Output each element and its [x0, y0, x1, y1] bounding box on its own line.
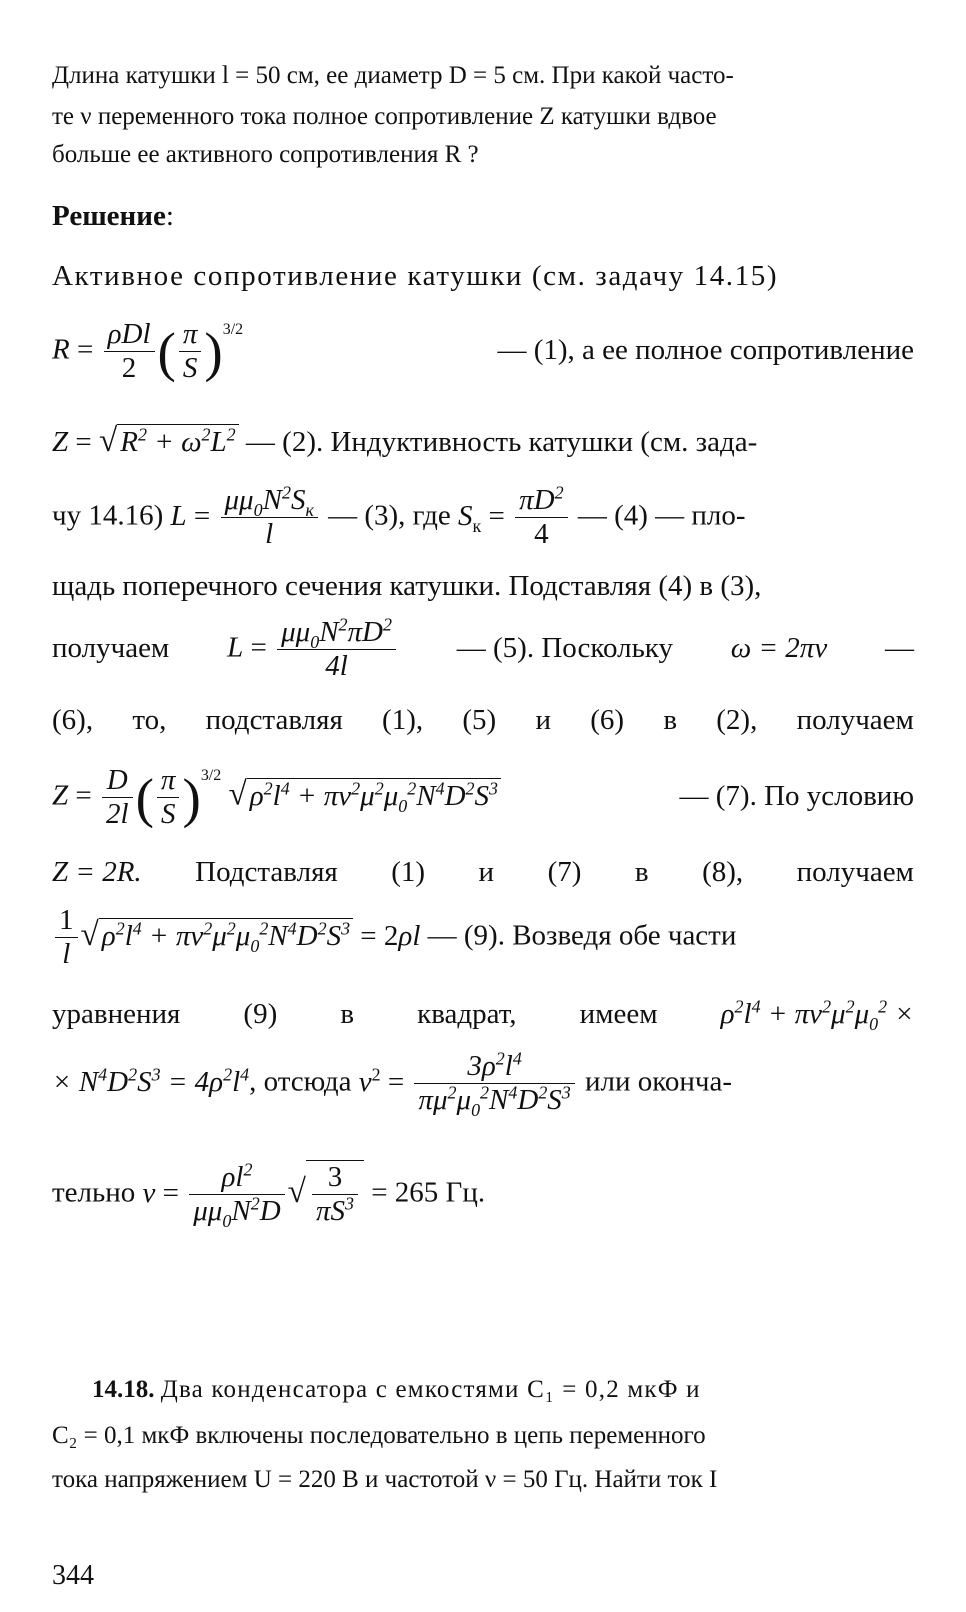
formula-6: ω = 2πν	[730, 631, 828, 664]
solution-line-6-a: получаем	[52, 631, 170, 664]
solution-line-6-c: —	[885, 631, 914, 664]
solution-line-4-b: — (3), где	[328, 499, 451, 532]
word: (6)	[590, 704, 625, 736]
solution-line-5: щадь поперечного сечения катушки. Подставляя (4) в (3),	[52, 570, 762, 602]
word: квадрат,	[417, 998, 517, 1030]
word: уравнения	[52, 998, 181, 1030]
solution-line-2-text: — (1), а ее полное сопротивление	[497, 333, 914, 366]
solution-line-10	[52, 904, 914, 972]
word: в	[340, 998, 355, 1030]
solution-line-6-b: — (5). Поскольку	[456, 631, 673, 664]
formula-9-squared-part1: $\rho^2l^4 + \pi\nu^2\mu^2\mu_0^2$ ×	[720, 996, 914, 1034]
formula-nu-squared: $\nu^2$ = $\frac{3\rho^2l^4}{\pi\mu^2\mu_0^2N^4D^2S^3}$	[359, 1066, 578, 1098]
formula-4: $S_к$ = $\frac{\pi D^2}{4}$	[458, 500, 571, 532]
problem-text-line-1: Длина катушки l = 50 см, ее диаметр D = 5 см. При какой часто-	[52, 62, 734, 89]
solution-heading	[52, 200, 914, 233]
solution-heading-text: Решение	[52, 200, 166, 232]
word: (6),	[52, 704, 94, 736]
word: (1)	[391, 856, 426, 888]
solution-heading-colon: :	[165, 200, 174, 232]
formula-3: L = $\frac{\mu\mu_0N^2S_к}{l}$	[171, 500, 321, 532]
word: в	[634, 856, 649, 888]
solution-line-12	[52, 1048, 914, 1121]
word: получаем	[796, 704, 914, 736]
word: подставляя	[205, 704, 343, 736]
word: Z = 2R.	[52, 856, 142, 888]
word: (5)	[462, 704, 497, 736]
problem-text-line-2: те ν переменного тока полное сопротивление Z катушки вдвое	[52, 103, 717, 130]
solution-line-12-b: или оконча-	[585, 1065, 733, 1098]
word: в	[663, 704, 678, 736]
solution-line-8	[52, 764, 914, 832]
word: и	[478, 856, 495, 888]
word: (7)	[547, 856, 582, 888]
word: и	[535, 704, 551, 736]
solution-line-13	[52, 1159, 914, 1232]
next-problem-number: 14.18.	[92, 1376, 155, 1403]
word: Подставляя	[195, 856, 338, 888]
word: то,	[132, 704, 167, 736]
problem-text-line-3: больше ее активного сопротивления R ?	[52, 141, 479, 168]
solution-line-10-text: — (9). Возведя обе части	[427, 919, 737, 952]
solution-line-6	[52, 616, 914, 684]
solution-line-9	[52, 856, 914, 889]
word: имеем	[579, 998, 658, 1030]
next-problem-line-1-text: Два конденсатора с емкостями C₁ = 0,2 мкФ и	[160, 1376, 701, 1403]
next-problem-line-3: тока напряжением U = 220 В и частотой ν = 50 Гц. Найти ток I	[52, 1466, 718, 1493]
solution-line-13-b: = 265 Гц.	[371, 1176, 486, 1209]
formula-9-squared-part2: × $N^4D^2S^3 = 4\rho^2l^4$	[52, 1063, 250, 1098]
solution-line-12-a: , отсюда	[249, 1065, 352, 1098]
formula-final: ν = $\frac{\rho l^2}{\mu\mu_0N^2D}$ √ $\frac{3}{\pi S^3}$	[143, 1177, 364, 1209]
solution-line-7	[52, 704, 914, 737]
solution-line-2	[52, 318, 914, 386]
solution-line-3-text: — (2). Индуктивность катушки (см. зада-	[245, 426, 758, 458]
next-problem-line-1	[92, 1376, 914, 1404]
next-problem-line-2: C₂ = 0,1 мкФ включены последовательно в цепь переменного	[52, 1422, 706, 1449]
word: получаем	[796, 856, 914, 888]
solution-line-4-a: чу 14.16)	[52, 499, 164, 532]
solution-line-1: Активное сопротивление катушки (см. задачу 14.15)	[52, 260, 779, 292]
formula-2: Z = √ $R^2 + \omega^2L^2$	[52, 426, 239, 458]
solution-line-4-c: — (4) — пло-	[577, 499, 746, 532]
word: (9)	[243, 998, 278, 1030]
word: (2),	[716, 704, 758, 736]
formula-1: R = $\frac{\text{ρDl}}{2}$ ( $\frac{\pi}{S}$ )$^{3/2}$	[52, 318, 244, 385]
word: (1),	[382, 704, 424, 736]
formula-9: $\frac{1}{l}$ √ $\rho^2l^4 + \pi\nu^2\mu^2\mu_0^2N^4D^2S^3 = 2\rho l$	[52, 920, 428, 952]
solution-line-13-a: тельно	[52, 1176, 136, 1209]
solution-line-11	[52, 996, 914, 1034]
formula-5: L = $\frac{\mu\mu_0N^2\pi D^2}{4l}$	[227, 616, 399, 684]
solution-line-8-text: — (7). По условию	[679, 779, 914, 812]
solution-line-4	[52, 484, 914, 552]
formula-7: Z = $\frac{D}{2l}$ ( $\frac{\pi}{S}$ )$^{3/2}$ √ $\rho^2l^4 + \pi\nu^2\mu^2\mu_0^2N^4D^2S^3$	[52, 764, 501, 832]
word: (8),	[702, 856, 744, 888]
solution-line-3	[52, 422, 914, 460]
page-number: 344	[52, 1560, 94, 1591]
